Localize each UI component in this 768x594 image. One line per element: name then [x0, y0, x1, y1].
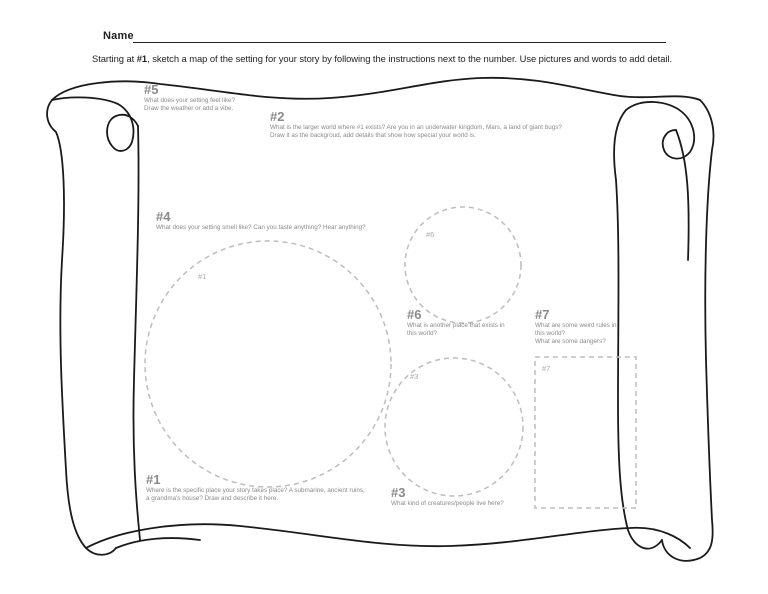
step-4-number: #4	[156, 209, 171, 224]
scroll-left-roll	[47, 100, 116, 555]
instructions-text: Starting at #1, sketch a map of the setting for your story by following the instructions next to the number. Use pictures and words to add detail.	[92, 53, 673, 64]
scroll-bottom-edge	[86, 524, 690, 548]
step-2	[270, 110, 562, 140]
region-3-circle	[385, 358, 523, 496]
region-7-label: #7	[542, 364, 551, 373]
step-2-desc-2: Draw it as the backgroud, add details that show how special your world is.	[270, 131, 476, 139]
step-3-number: #3	[391, 485, 406, 500]
step-7-desc-3: What are some dangers?	[535, 337, 606, 345]
step-1-number: #1	[146, 472, 161, 487]
region-6-circle	[405, 207, 521, 323]
scroll-right-roll	[662, 100, 714, 561]
step-5-desc-1: What does your setting feel like?	[144, 97, 236, 104]
region-6-label: #6	[426, 230, 435, 239]
step-5	[144, 83, 235, 113]
step-5-number: #5	[144, 82, 159, 97]
step-2-desc-1: What is the larger world where #1 exists? Are you in an underwater kingdom, Mars, a land of giant bugs?	[270, 124, 562, 131]
step-1-desc-2: a grandma's house? Draw and describe it here.	[146, 494, 279, 502]
step-6-desc-1: What is another place that exists in	[407, 322, 505, 329]
step-5-desc-2: Draw the weather or add a vibe.	[144, 104, 234, 112]
step-4	[156, 210, 366, 232]
step-1	[146, 473, 365, 503]
step-1-desc-1: Where is the specific place your story takes place? A submarine, ancient ruins,	[146, 487, 365, 494]
name-input-line[interactable]	[133, 42, 666, 43]
step-7-desc-2: this world?	[535, 329, 566, 337]
name-label: Name	[103, 30, 134, 42]
region-3-label: #3	[410, 372, 419, 381]
step-6-desc-2: this world?	[407, 329, 438, 337]
step-2-number: #2	[270, 109, 285, 124]
scroll-right-curl	[626, 102, 694, 159]
step-7-desc-1: What are some weird rules in	[535, 322, 617, 329]
step-7-number: #7	[535, 307, 550, 322]
step-3	[391, 486, 504, 508]
step-6-number: #6	[407, 307, 422, 322]
step-6	[407, 308, 505, 338]
step-3-desc-1: What kind of creatures/people live here?	[391, 500, 504, 507]
region-1-label: #1	[198, 272, 207, 281]
step-4-desc-1: What does your setting smell like? Can you taste anything? Hear anything?	[156, 224, 366, 231]
scroll-left-curl	[52, 97, 138, 151]
step-7	[535, 308, 617, 345]
region-1-circle	[145, 241, 391, 487]
